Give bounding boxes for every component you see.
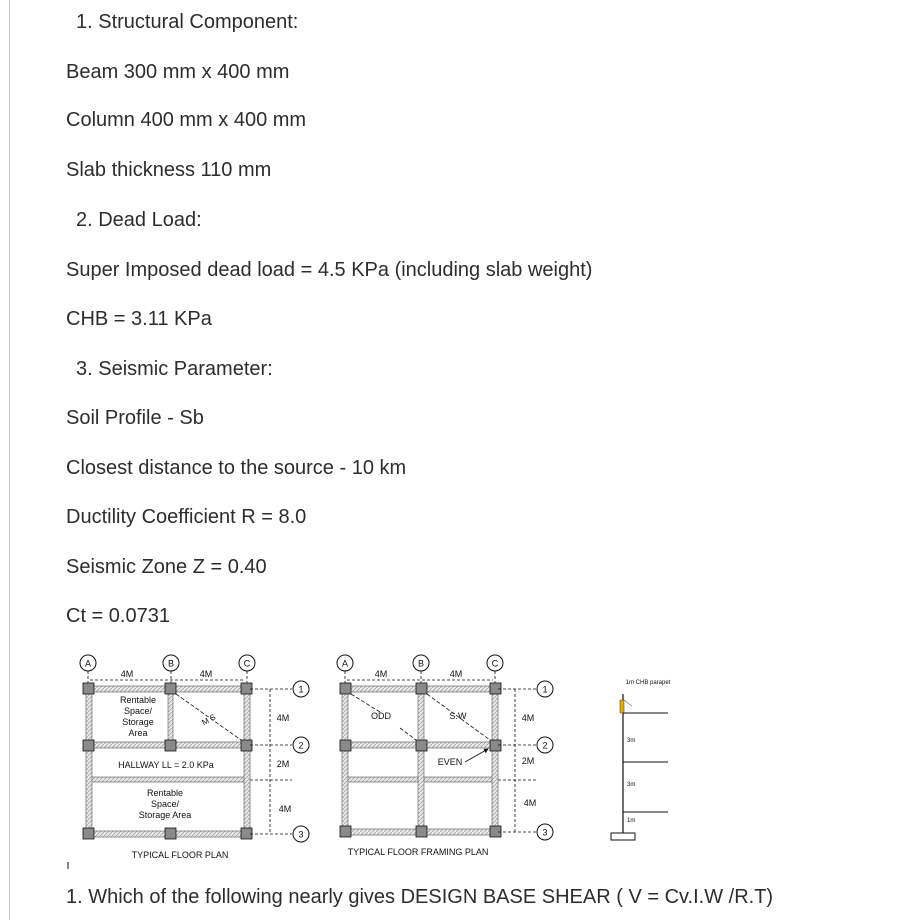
odd-label: ODD	[371, 711, 391, 721]
svg-text:2: 2	[542, 740, 548, 751]
ms-label: M S	[200, 712, 218, 728]
svg-text:3: 3	[542, 827, 548, 838]
soil-profile: Soil Profile - Sb	[66, 407, 204, 429]
plan1-caption: TYPICAL FLOOR PLAN	[131, 850, 229, 860]
ductility-coefficient: Ductility Coefficient R = 8.0	[66, 506, 307, 528]
grid-bubble-3	[537, 824, 553, 840]
grid-bubble-c	[487, 655, 503, 671]
rentable-area-2-line2: Space/	[150, 799, 180, 809]
grid-bubble-2	[293, 737, 309, 753]
rentable-area-1-line4: Area	[128, 728, 148, 738]
svg-text:1: 1	[542, 684, 548, 695]
beam-size: Beam 300 mm x 400 mm	[66, 61, 290, 83]
svg-text:B: B	[167, 658, 175, 669]
section-2-heading: 2. Dead Load:	[76, 209, 202, 231]
rentable-area-1-line2: Space/	[123, 706, 153, 716]
storey-height-2: 3m	[627, 782, 636, 788]
parapet-label: 1m CHB parapet	[625, 680, 671, 686]
svg-text:A: A	[84, 658, 92, 669]
section-3-heading: 3. Seismic Parameter:	[76, 358, 273, 380]
span-h3-label: 4M	[278, 804, 292, 814]
typical-floor-framing-plan	[337, 655, 553, 857]
span-ab-label: 4M	[374, 669, 388, 679]
sw-label: S.W	[449, 711, 467, 721]
foundation-depth: 1m	[627, 818, 636, 824]
ct-value: Ct = 0.0731	[66, 605, 170, 627]
grid-bubble-2	[537, 737, 553, 753]
section-1-heading: 1. Structural Component:	[76, 11, 299, 33]
svg-text:B: B	[417, 658, 425, 669]
plan2-caption: TYPICAL FLOOR FRAMING PLAN	[347, 847, 489, 857]
svg-text:C: C	[491, 658, 499, 669]
grid-bubble-b	[413, 655, 429, 671]
storey-height-1: 3m	[627, 738, 636, 744]
grid-bubble-a	[337, 655, 353, 671]
question-1: 1. Which of the following nearly gives DESIGN BASE SHEAR ( V = Cv.I.W /R.T)	[66, 886, 774, 908]
span-h3-label: 4M	[523, 798, 537, 808]
hallway-label: HALLWAY LL = 2.0 KPa	[118, 760, 214, 770]
seismic-zone: Seismic Zone Z = 0.40	[66, 556, 267, 578]
slab-thickness: Slab thickness 110 mm	[66, 159, 272, 181]
svg-text:C: C	[243, 658, 251, 669]
span-ab-label: 4M	[120, 669, 134, 679]
superimposed-dead-load: Super Imposed dead load = 4.5 KPa (including slab weight)	[66, 259, 593, 281]
grid-bubble-c	[239, 655, 255, 671]
rentable-area-2-line1: Rentable	[146, 788, 184, 798]
rentable-area-2-line3: Storage Area	[138, 810, 192, 820]
span-bc-label: 4M	[199, 669, 213, 679]
rentable-area-1-line3: Storage	[122, 717, 154, 727]
chb-load: CHB = 3.11 KPa	[66, 308, 212, 330]
span-12-label: 4M	[521, 713, 535, 723]
svg-text:2: 2	[298, 740, 304, 751]
rentable-area-1-line1: Rentable	[119, 695, 157, 705]
span-2h-label: 2M	[276, 759, 290, 769]
span-bc-label: 4M	[449, 669, 463, 679]
building-elevation	[611, 680, 671, 840]
svg-text:A: A	[341, 658, 349, 669]
even-label: EVEN	[437, 757, 463, 767]
column-size: Column 400 mm x 400 mm	[66, 109, 307, 131]
source-distance: Closest distance to the source - 10 km	[66, 457, 407, 479]
span-2h-label: 2M	[521, 756, 535, 766]
grid-bubble-b	[163, 655, 179, 671]
grid-bubble-1	[537, 681, 553, 697]
grid-bubble-a	[80, 655, 96, 671]
svg-text:3: 3	[298, 829, 304, 840]
grid-bubble-3	[293, 826, 309, 842]
grid-bubble-1	[293, 681, 309, 697]
span-12-label: 4M	[276, 713, 290, 723]
typical-floor-plan	[68, 655, 309, 869]
svg-text:1: 1	[298, 684, 304, 695]
